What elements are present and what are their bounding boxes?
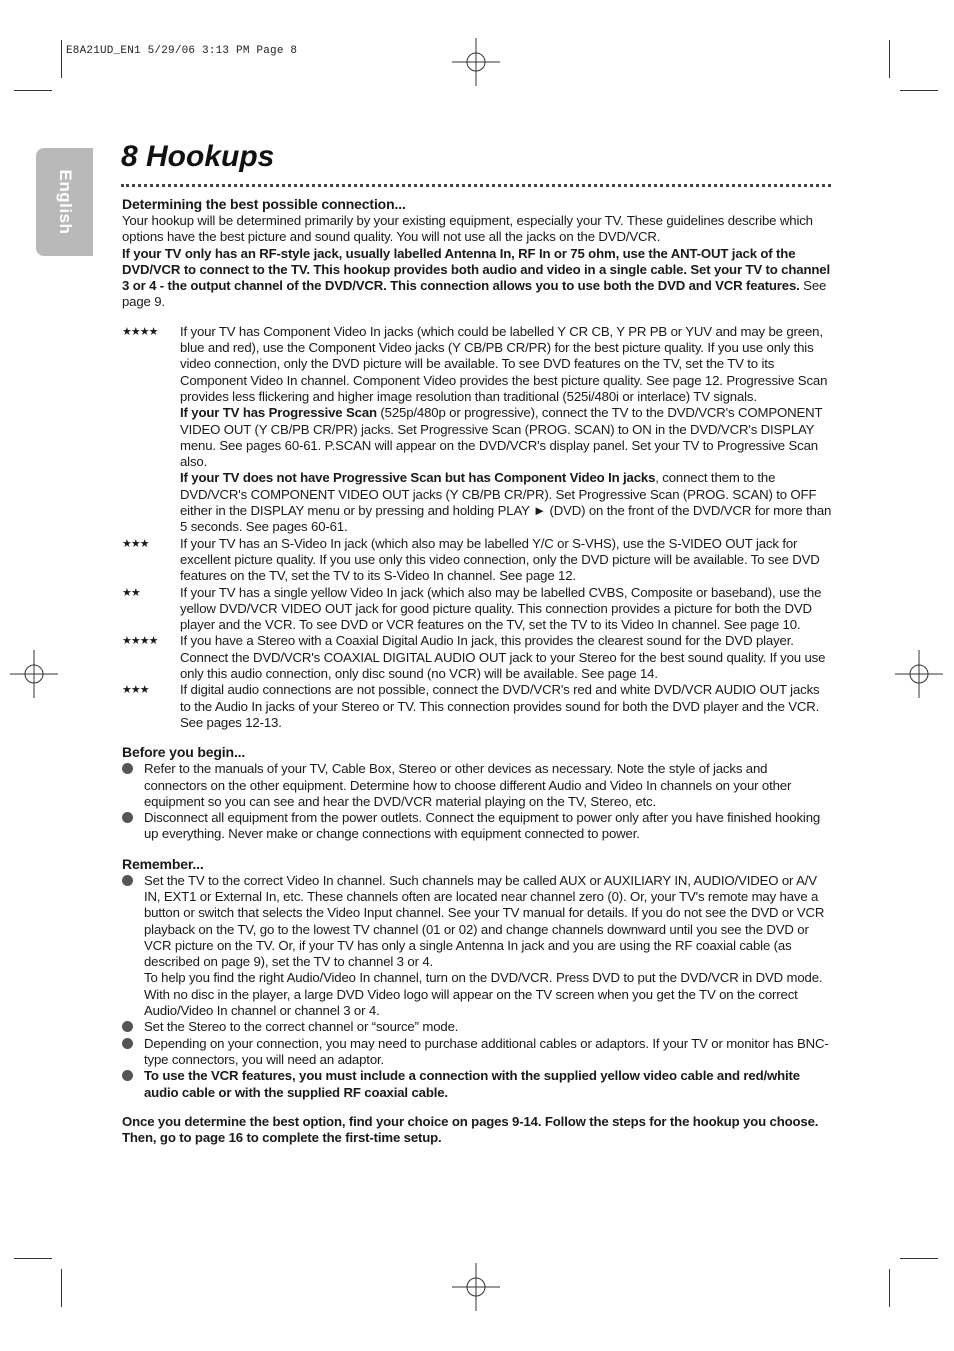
list-item-text: Set the TV to the correct Video In channel. Such channels may be called AUX or AUXILIARY IN, AUDIO/VIDEO or A/V IN, EXT1 or External In, etc. These channels often are located near channel zero (0). Or, your TV's remote may have a button or switch that selects the Video Input channel. See your TV manual for details. If you do not see the DVD or VCR playback on the TV, go to the lowest TV channel (01 or 02) and change channels downward until you see the DVD or VCR picture on the TV. Or, if your TV has only a single Antenna In jack and you are using the RF coaxial cable (as described on page 9), set the TV to channel 3 or 4. (144, 872, 825, 970)
registration-mark-left (10, 650, 58, 698)
rating-list (122, 324, 832, 731)
list-item-text-cont: To help you find the right Audio/Video In channel, turn on the DVD/VCR. Press DVD to put the DVD/VCR in DVD mode. With no disc in the player, a large DVD Video logo will appear on the TV screen when you get the TV on the correct Audio/Video In channel or channel 3 or 4. (144, 970, 823, 1019)
star-rating-icon: ★★ (122, 586, 140, 599)
rf-bold-text: If your TV only has an RF-style jack, usually labelled Antenna In, RF In or 75 ohm, use the ANT-OUT jack of the DVD/VCR to connect to the TV. This hookup provides both audio and video in a single cable. Set your TV to channel 3 or 4 - the output channel of the DVD/VCR. This connection allows you to use both the DVD and VCR features. (122, 245, 830, 294)
rating-item (122, 682, 832, 731)
star-rating-icon: ★★★ (122, 684, 149, 697)
crop-mark (900, 1258, 938, 1259)
bullet-icon (122, 875, 133, 886)
list-item-text: Depending on your connection, you may need to purchase additional cables or adaptors. If your TV or monitor has BNC-type connectors, you will need an adaptor. (144, 1035, 829, 1067)
language-tab (36, 148, 93, 256)
list-item (122, 873, 832, 1020)
star-rating-icon: ★★★★ (122, 325, 158, 338)
closing-paragraph (122, 1114, 832, 1147)
rating-text-body: , connect them to the DVD/VCR's COMPONENT VIDEO OUT jacks (Y CB/PB CR/PR). Set Progressive Scan (PROG. SCAN) to OFF either in the DISPLAY menu or by pressing and holding PLAY ► (DVD) on the front of the DVD/VCR for more than 5 seconds. See pages 60-61. (180, 470, 832, 535)
star-rating-icon: ★★★★ (122, 635, 158, 648)
bullet-icon (122, 1038, 133, 1049)
rating-text-body: (525p/480p or progressive), connect the TV to the DVD/VCR's COMPONENT VIDEO OUT (Y CB/PB CR/PR) jacks. Set Progressive Scan (PROG. SCAN) to ON in the DVD/VCR's DISPLAY menu. See pages 60-61. P.SCAN will appear on the DVD/VCR's display panel. Set your TV to Progressive Scan also. (180, 405, 823, 470)
list-item (122, 1068, 832, 1101)
rating-item (122, 324, 832, 536)
crop-mark (61, 1269, 62, 1307)
crop-mark (889, 1269, 890, 1307)
remember-list (122, 873, 832, 1101)
remember-heading: Remember... (122, 855, 204, 872)
rating-text: If your TV has Component Video In jacks (which could be labelled Y CR CB, Y PR PB or YUV and may be green, blue and red), use the Component Video jacks (Y CB/PB CR/PR) for the best picture quality. If you use only this video connection, only the DVD picture will be available. To see DVD features on the TV, set the TV to its Component Video In channel. Component Video provides the best picture quality. See page 12. Progressive Scan provides less flickering and higher image resolution than traditional (525i/480i or interlace) TV signals. (180, 323, 828, 404)
rating-item (122, 633, 832, 682)
list-item-text: Refer to the manuals of your TV, Cable Box, Stereo or other devices as necessary. Note the style of jacks and connectors on the other equipment. Determine how to choose different Audio and Video In channels on your other equipment so you can see and hear the DVD/VCR material playing on the TV, Stereo, etc. (144, 761, 792, 809)
before-list (122, 761, 832, 842)
list-item-text: Set the Stereo to the correct channel or “source” mode. (144, 1019, 459, 1035)
list-item-text: Disconnect all equipment from the power outlets. Connect the equipment to power only after you have finished hooking up everything. Never make or change connections with equipment connected to power. (144, 810, 821, 842)
bullet-icon (122, 763, 133, 774)
print-slug: E8A21UD_EN1 5/29/06 3:13 PM Page 8 (66, 45, 298, 57)
page-title: 8 Hookups (121, 140, 275, 173)
rf-suffix: See page 9. (122, 278, 827, 310)
rating-item (122, 536, 832, 585)
bullet-icon (122, 812, 133, 823)
rf-paragraph (122, 246, 832, 311)
bullet-icon (122, 1070, 133, 1081)
list-item-text: To use the VCR features, you must include a connection with the supplied yellow video cable and red/white audio cable or with the supplied RF coaxial cable. (144, 1068, 800, 1100)
list-item (122, 810, 832, 843)
bullet-icon (122, 1021, 133, 1032)
page-content (122, 196, 832, 1146)
registration-mark-right (895, 650, 943, 698)
list-item (122, 761, 832, 810)
rating-text: If you have a Stereo with a Coaxial Digital Audio In jack, this provides the clearest sound for the DVD player. Connect the DVD/VCR's COAXIAL DIGITAL AUDIO OUT jack to your Stereo for the best sound quality. If you use only this audio connection, only disc sound (no VCR) will be available. See page 14. (180, 633, 826, 682)
rating-text (180, 470, 832, 535)
crop-mark (889, 40, 890, 78)
rating-item (122, 585, 832, 634)
registration-mark-top (452, 38, 500, 86)
section-heading: Determining the best possible connection... (122, 196, 406, 212)
crop-mark (900, 90, 938, 91)
list-item (122, 1019, 832, 1035)
crop-mark (61, 40, 62, 78)
star-rating-icon: ★★★ (122, 537, 149, 550)
registration-mark-bottom (452, 1263, 500, 1311)
rating-bold: If your TV has Progressive Scan (180, 405, 377, 421)
rating-bold: If your TV does not have Progressive Scan but has Component Video In jacks (180, 470, 656, 486)
list-item (122, 1036, 832, 1069)
crop-mark (14, 1258, 52, 1259)
language-tab-label: English (55, 169, 75, 235)
closing-text: Once you determine the best option, find your choice on pages 9-14. Follow the steps for the hookup you choose. Then, go to page 16 to complete the first-time setup. (122, 1113, 819, 1146)
dotted-divider (121, 184, 831, 187)
rating-text (180, 405, 832, 470)
rating-text: If your TV has an S-Video In jack (which also may be labelled Y/C or S-VHS), use the S-VIDEO OUT jack for excellent picture quality. If you use only this video connection, only the DVD picture will be available. To see DVD features on the TV, set the TV to its S-Video In channel. See page 12. (180, 535, 820, 584)
before-heading: Before you begin... (122, 744, 246, 761)
crop-mark (14, 90, 52, 91)
intro-paragraph: Your hookup will be determined primarily by your existing equipment, especially your TV. These guidelines describe which options have the best picture and sound quality. You will not use all the jacks on the DVD/VCR. (122, 213, 813, 245)
rating-text: If your TV has a single yellow Video In jack (which also may be labelled CVBS, Composite or baseband), use the yellow DVD/VCR VIDEO OUT jack for good picture quality. This connection provides a picture for both the DVD player and the VCR. To see DVD or VCR features on the TV, set the TV to its Video In channel. See page 10. (180, 584, 822, 633)
rating-text: If digital audio connections are not possible, connect the DVD/VCR's red and white DVD/VCR AUDIO OUT jacks to the Audio In jacks of your Stereo or TV. This connection provides sound for both the DVD player and the VCR. See pages 12-13. (180, 682, 820, 730)
